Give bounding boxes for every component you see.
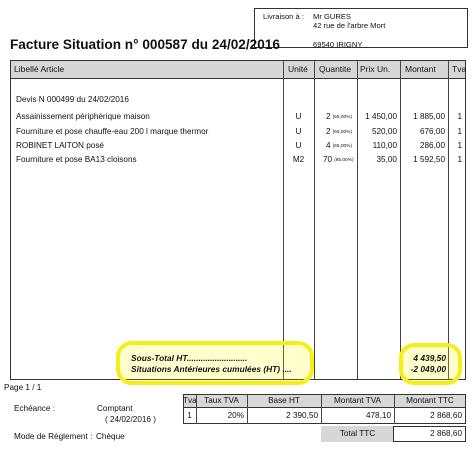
devis-reference: Devis N 000499 du 24/02/2016 [16,95,129,104]
page-number: Page 1 / 1 [4,383,42,392]
row-qty: 2 (65,00%) [326,112,353,121]
cumulative-value: -2 049,00 [410,364,446,374]
row-unit: U [295,112,302,121]
row-qty: 4 (65,00%) [326,141,353,150]
column-divider [448,60,449,380]
column-divider [314,60,315,380]
column-divider [283,60,284,380]
row-tva: 1 [457,155,462,164]
row-price: 110,00 [372,141,397,150]
row-price: 1 450,00 [365,112,397,121]
row-amount: 286,00 [419,141,445,150]
row-amount: 676,00 [419,127,445,136]
subtotal-value: 4 439,50 [413,353,446,363]
highlight-subtotal-labels [116,341,314,385]
tva-header-taux: Taux TVA [204,396,239,405]
row-label: ROBINET LAITON posé [16,141,104,150]
table-header-row [10,60,466,79]
tva-row-base: 2 390,50 [286,411,318,420]
echeance-date: ( 24/02/2016 ) [105,415,156,424]
total-ttc-label: Total TTC [339,429,376,438]
row-qty: 2 (65,00%) [326,127,353,136]
tva-row-montant-tva: 478,10 [365,411,391,420]
tva-header-montant-tva: Montant TVA [333,396,382,405]
delivery-address-box [254,8,468,48]
row-unit: U [295,127,302,136]
row-amount: 1 885,00 [413,112,445,121]
header-montant: Montant [405,64,436,74]
reglement-label: Mode de Règlement : [14,432,93,441]
total-ttc-value: 2 868,60 [430,429,462,438]
row-tva: 1 [457,127,462,136]
row-label: Assainissement périphérique maison [16,112,150,121]
tva-header-base: Base HT [268,396,300,405]
invoice-title: Facture Situation n° 000587 du 24/02/2016 [10,37,280,52]
delivery-name: Mr GURES [313,12,351,21]
row-unit: U [295,141,302,150]
subtotal-label: Sous-Total HT.......................... [131,353,248,363]
row-tva: 1 [457,112,462,121]
tva-header-tva: Tva [183,396,197,405]
row-price: 35,00 [376,155,397,164]
tva-row-taux: 20% [227,411,244,420]
row-label: Fourniture et pose chauffe-eau 200 l marque thermor [16,127,209,136]
column-divider [357,60,358,380]
delivery-city: 69540 IRIGNY [313,40,363,49]
tva-header-montant-ttc: Montant TTC [406,396,454,405]
header-prix: Prix Un. [360,64,391,74]
invoice-lines-table [10,60,466,380]
tva-row-montant-ttc: 2 868,60 [430,411,462,420]
reglement-value: Chèque [96,432,125,441]
row-qty: 70 (65,00%) [323,155,354,164]
row-amount: 1 592,50 [413,155,445,164]
header-quantite: Quantite [319,64,352,74]
row-label: Fourniture et pose BA13 cloisons [16,155,137,164]
row-price: 520,00 [371,127,397,136]
cumulative-label: Situations Antérieures cumulées (HT) .... [131,364,292,374]
row-tva: 1 [457,141,462,150]
row-unit: M2 [292,155,305,164]
column-divider [400,60,401,380]
header-unite: Unité [288,64,308,74]
echeance-value: Comptant [97,404,133,413]
delivery-street: 42 rue de l'arbre Mort [313,21,386,30]
header-tva: Tva [452,64,467,74]
tva-row-tva: 1 [187,411,192,420]
delivery-label: Livraison à : [263,12,304,21]
echeance-label: Echéance : [14,404,55,413]
header-article: Libellé Article [14,64,65,74]
